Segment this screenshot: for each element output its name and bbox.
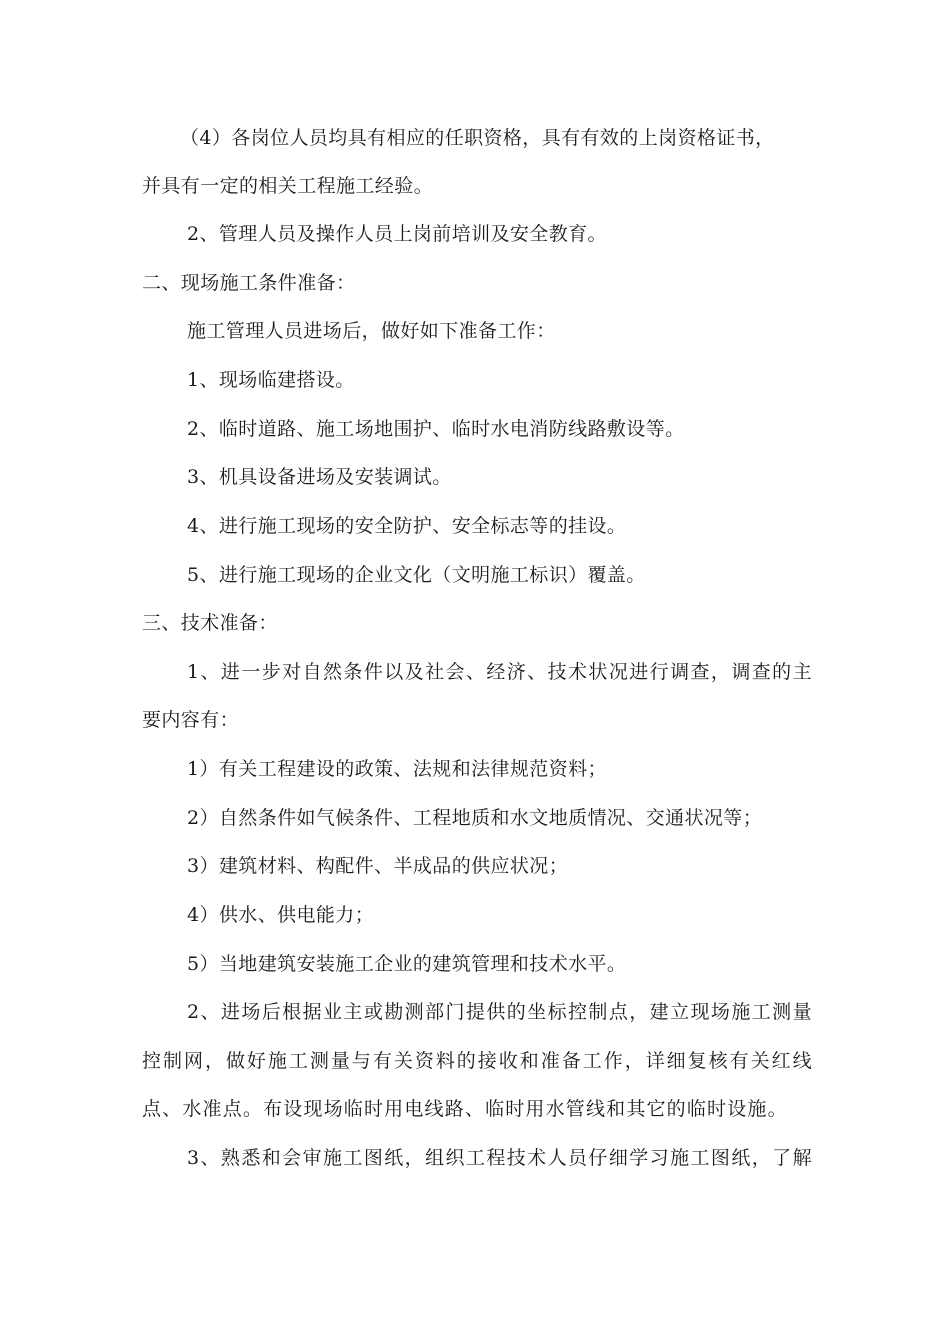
paragraph-line-3: 2、管理人员及操作人员上岗前培训及安全教育。 <box>187 223 607 245</box>
sub-item-3: 3）建筑材料、构配件、半成品的供应状况； <box>187 855 569 877</box>
paragraph-line-12: 1、进一步对自然条件以及社会、经济、技术状况进行调查，调查的主 <box>187 661 812 683</box>
list-item-1: 1、现场临建搭设。 <box>187 369 355 391</box>
list-item-3: 3、机具设备进场及安装调试。 <box>187 466 452 488</box>
paragraph-line-13: 要内容有： <box>142 709 240 731</box>
paragraph-line-5: 施工管理人员进场后，做好如下准备工作： <box>187 320 556 342</box>
paragraph-line-21: 点、水准点。布设现场临时用电线路、临时用水管线和其它的临时设施。 <box>142 1098 787 1120</box>
sub-item-1: 1）有关工程建设的政策、法规和法律规范资料； <box>187 758 607 780</box>
list-item-5: 5、进行施工现场的企业文化（文明施工标识）覆盖。 <box>187 564 646 586</box>
paragraph-line-20: 控制网，做好施工测量与有关资料的接收和准备工作，详细复核有关红线 <box>142 1050 812 1072</box>
section-heading-site-conditions: 二、现场施工条件准备： <box>142 272 356 294</box>
sub-item-2: 2）自然条件如气候条件、工程地质和水文地质情况、交通状况等； <box>187 807 763 829</box>
paragraph-line-22: 3、熟悉和会审施工图纸，组织工程技术人员仔细学习施工图纸，了解 <box>187 1147 812 1169</box>
section-heading-technical: 三、技术准备： <box>142 612 278 634</box>
paragraph-line-19: 2、进场后根据业主或勘测部门提供的坐标控制点，建立现场施工测量 <box>187 1001 812 1023</box>
sub-item-5: 5）当地建筑安装施工企业的建筑管理和技术水平。 <box>187 953 627 975</box>
paragraph-line-2: 并具有一定的相关工程施工经验。 <box>142 175 434 197</box>
list-item-4: 4、进行施工现场的安全防护、安全标志等的挂设。 <box>187 515 627 537</box>
sub-item-4: 4）供水、供电能力； <box>187 904 375 926</box>
list-item-2: 2、临时道路、施工场地围护、临时水电消防线路敷设等。 <box>187 418 685 440</box>
paragraph-line-1: （4）各岗位人员均具有相应的任职资格，具有有效的上岗资格证书， <box>180 127 775 149</box>
